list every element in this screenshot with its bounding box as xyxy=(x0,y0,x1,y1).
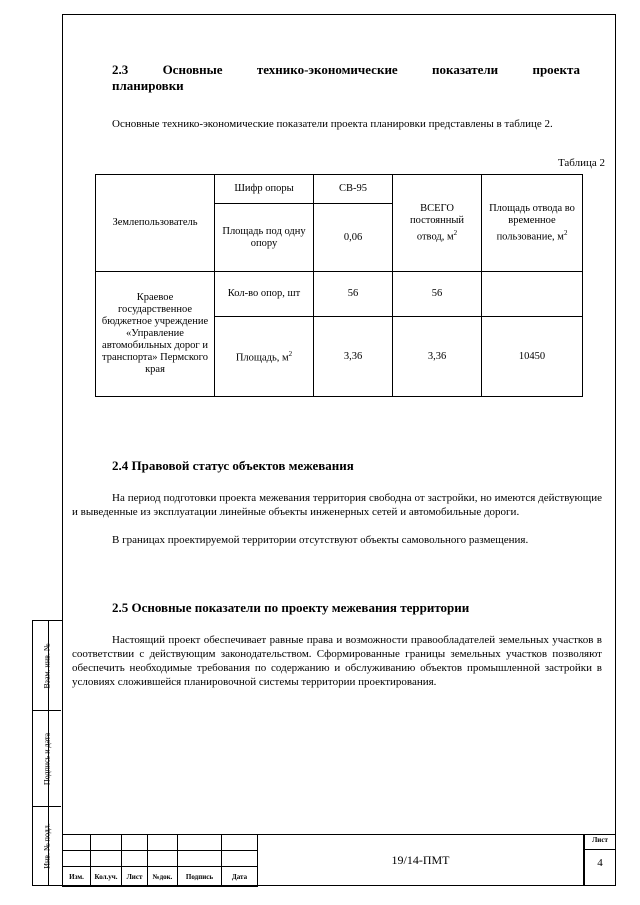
header-area-one-value: 0,06 xyxy=(314,204,393,272)
cell-count-value: 56 xyxy=(314,272,393,317)
stamp-cell xyxy=(222,851,258,867)
cell-area-label-sup: 2 xyxy=(288,350,293,359)
stamp-cell xyxy=(63,835,91,851)
stamp-cell xyxy=(122,851,148,867)
cell-area-temp: 10450 xyxy=(482,317,583,397)
title-block-grid xyxy=(62,834,258,887)
header-area-one: Площадь под одну опору xyxy=(215,204,314,272)
sidebar-vzam xyxy=(33,621,61,711)
stamp-cell xyxy=(148,835,178,851)
header-cipher: Шифр опоры xyxy=(215,175,314,204)
cell-landuser: Краевое государственное бюджетное учреждение «Управление автомобильных дорог и транспорта» Пермского края xyxy=(96,272,215,397)
header-temp xyxy=(482,175,583,272)
header-total-text: ВСЕГО постоянный отвод, м xyxy=(409,202,465,243)
stamp-cell xyxy=(148,851,178,867)
indicators-table xyxy=(95,174,583,397)
sidebar-inv xyxy=(33,807,61,885)
header-total-sup: 2 xyxy=(453,228,458,237)
header-temp-sup: 2 xyxy=(563,228,568,237)
page-frame xyxy=(62,14,616,886)
sidebar-podpis xyxy=(33,711,61,807)
stamp-koluch: Кол.уч. xyxy=(91,867,122,887)
section-24-title: 2.4 Правовой статус объектов межевания xyxy=(112,458,354,473)
sidebar xyxy=(32,620,62,886)
cell-area-total: 3,36 xyxy=(393,317,482,397)
cell-area-label-text: Площадь, м xyxy=(235,352,289,364)
header-cipher-value: СВ-95 xyxy=(314,175,393,204)
section-24-p1: На период подготовки проекта межевания территория свободна от застройки, но имеются действующие и выведенные из эксплуатации линейные объекты инженерных сетей и автомобильные дороги. xyxy=(72,492,602,518)
section-23-intro: Основные технико-экономические показатели проекта планировки представлены в таблице 2. xyxy=(112,118,553,130)
cell-count-temp xyxy=(482,272,583,317)
header-total xyxy=(393,175,482,272)
cell-area-value: 3,36 xyxy=(314,317,393,397)
sidebar-podpis-label: Подпись и дата xyxy=(42,732,52,785)
section-23-title: 2.3 Основные технико-экономические показатели проекта планировки xyxy=(112,62,580,93)
stamp-data: Дата xyxy=(222,867,258,887)
table-caption: Таблица 2 xyxy=(557,157,605,169)
sheet-number: 4 xyxy=(597,857,603,869)
header-landuser: Землепользователь xyxy=(96,175,215,272)
section-24-p2: В границах проектируемой территории отсутствуют объекты самовольного размещения. xyxy=(112,534,529,546)
sheet-divider xyxy=(585,849,615,850)
stamp-cell xyxy=(178,835,222,851)
stamp-cell xyxy=(122,835,148,851)
header-temp-text: Площадь отвода во временное пользование, м xyxy=(489,202,575,243)
stamp-cell xyxy=(91,851,122,867)
stamp-cell xyxy=(63,851,91,867)
sidebar-vzam-label: Взам. инв. № xyxy=(42,642,52,689)
document-code: 19/14-ПМТ xyxy=(257,834,584,886)
stamp-list: Лист xyxy=(122,867,148,887)
sidebar-inv-label: Инв. № подл. xyxy=(42,823,52,869)
section-25-p1: Настоящий проект обеспечивает равные права и возможности правообладателей земельных участков в соответствии с действующим законодательством. Сформированные границы земельных участков позволяют обеспечить необходимые требования по содержанию и обслуживанию объектов промышленной застройки в условиях сложившейся планировочной системы территории проектирования. xyxy=(72,634,602,688)
stamp-podpis: Подпись xyxy=(178,867,222,887)
cell-area-label xyxy=(215,317,314,397)
sheet-box xyxy=(584,834,616,886)
cell-count-total: 56 xyxy=(393,272,482,317)
stamp-cell xyxy=(178,851,222,867)
section-25-title: 2.5 Основные показатели по проекту межевания территории xyxy=(112,600,470,615)
stamp-ndok: №док. xyxy=(148,867,178,887)
sheet-label: Лист xyxy=(592,836,608,844)
stamp-cell xyxy=(222,835,258,851)
title-block xyxy=(62,834,616,886)
stamp-izm: Изм. xyxy=(63,867,91,887)
stamp-cell xyxy=(91,835,122,851)
cell-count-label: Кол-во опор, шт xyxy=(215,272,314,317)
